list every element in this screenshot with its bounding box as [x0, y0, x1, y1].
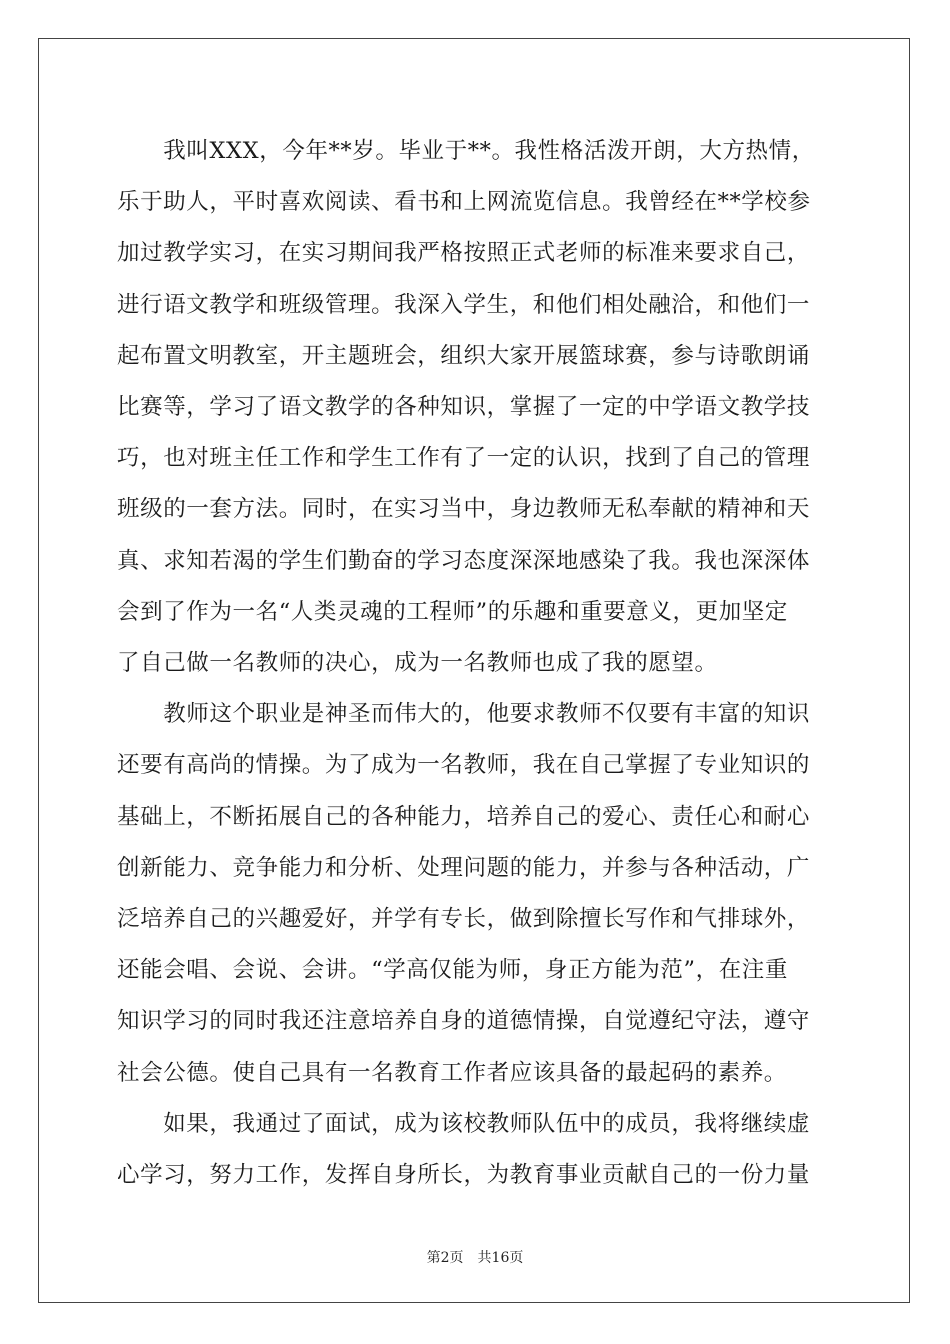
text-line: 巧，也对班主任工作和学生工作有了一定的认识，找到了自己的管理	[117, 445, 811, 472]
text-line: 起布置文明教室，开主题班会，组织大家开展篮球赛，参与诗歌朗诵	[117, 342, 811, 369]
page-footer	[0, 1249, 950, 1267]
text-line: 进行语文教学和班级管理。我深入学生，和他们相处融洽，和他们一	[117, 291, 811, 318]
text-line: 我叫XXX，今年**岁。毕业于**。我性格活泼开朗，大方热情，	[117, 138, 815, 164]
text-line: 还能会唱、会说、会讲。“学高仅能为师，身正方能为范”，在注重	[117, 957, 789, 984]
document-body	[117, 126, 833, 1201]
text-line: 知识学习的同时我还注意培养自身的道德情操，自觉遵纪守法，遵守	[117, 1008, 811, 1035]
text-line: 比赛等，学习了语文教学的各种知识，掌握了一定的中学语文教学技	[117, 394, 811, 421]
text-line: 如果，我通过了面试，成为该校教师队伍中的成员，我将继续虚	[117, 1110, 811, 1137]
text-line: 社会公德。使自己具有一名教育工作者应该具备的最起码的素养。	[117, 1059, 787, 1086]
text-line: 加过教学实习，在实习期间我严格按照正式老师的标准来要求自己，	[117, 240, 811, 267]
page-total: 共16页	[477, 1250, 524, 1266]
text-line: 了自己做一名教师的决心，成为一名教师也成了我的愿望。	[117, 650, 718, 677]
text-line: 真、求知若渴的学生们勤奋的学习态度深深地感染了我。我也深深体	[117, 547, 811, 574]
text-line: 教师这个职业是神圣而伟大的，他要求教师不仅要有丰富的知识	[117, 701, 811, 728]
text-line: 心学习，努力工作，发挥自身所长，为教育事业贡献自己的一份力量	[117, 1162, 811, 1189]
text-line: 创新能力、竞争能力和分析、处理问题的能力，并参与各种活动，广	[117, 854, 811, 881]
text-line: 班级的一套方法。同时，在实习当中，身边教师无私奉献的精神和天	[117, 496, 811, 523]
paragraph-2	[117, 689, 833, 1099]
text-line: 还要有高尚的情操。为了成为一名教师，我在自己掌握了专业知识的	[117, 752, 811, 779]
text-line: 泛培养自己的兴趣爱好，并学有专长，做到除擅长写作和气排球外，	[117, 906, 811, 933]
text-line: 会到了作为一名“人类灵魂的工程师”的乐趣和重要意义，更加坚定	[117, 598, 789, 625]
text-line: 基础上，不断拓展自己的各种能力，培养自己的爱心、责任心和耐心	[117, 803, 811, 830]
page-number: 第2页	[426, 1250, 464, 1266]
paragraph-3	[117, 1099, 833, 1201]
paragraph-1	[117, 126, 833, 689]
text-line: 乐于助人，平时喜欢阅读、看书和上网流览信息。我曾经在**学校参	[117, 189, 811, 216]
